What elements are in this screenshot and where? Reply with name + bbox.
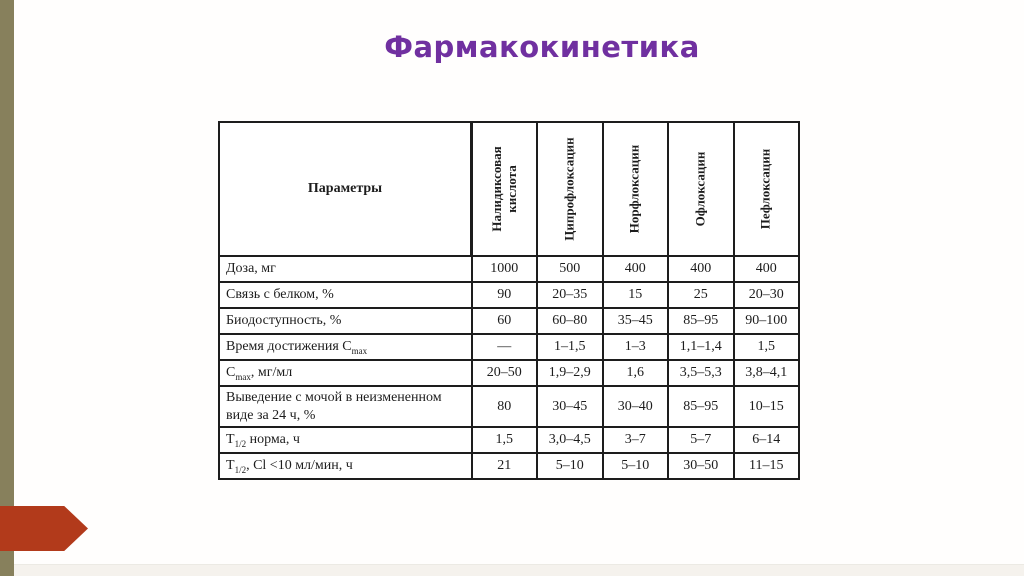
row-label: Время достижения $С_{max}$	[219, 334, 472, 360]
drug-header-label: Налидиксовая кислота	[488, 146, 519, 232]
value-cell: 1,9–2,9	[537, 360, 603, 386]
value-cell: 5–7	[668, 427, 734, 453]
pharmacokinetics-table	[218, 121, 800, 480]
value-cell: 60	[472, 308, 538, 334]
table-row	[219, 386, 799, 427]
table-row	[219, 308, 799, 334]
drug-header-cell-3	[603, 122, 669, 256]
value-cell: 85–95	[668, 308, 734, 334]
value-cell: 10–15	[734, 386, 800, 427]
drug-header-cell-5	[734, 122, 800, 256]
value-cell: 1,1–1,4	[668, 334, 734, 360]
table-row	[219, 427, 799, 453]
param-header-cell: Параметры	[219, 122, 472, 256]
value-cell: 1–3	[603, 334, 669, 360]
row-label: $Т_{1/2}$ норма, ч	[219, 427, 472, 453]
drug-header-label: Пефлоксацин	[757, 148, 773, 230]
arrow-right-shape	[0, 506, 88, 551]
table-row	[219, 360, 799, 386]
value-cell: 1000	[472, 256, 538, 282]
value-cell: 35–45	[603, 308, 669, 334]
value-cell: 500	[537, 256, 603, 282]
value-cell: 1,5	[472, 427, 538, 453]
drug-header-label: Ципрофлоксацин	[561, 137, 577, 241]
value-cell: 400	[734, 256, 800, 282]
bottom-strip	[14, 564, 1024, 576]
table-row	[219, 282, 799, 308]
table-header-row	[219, 122, 799, 256]
left-accent-bar	[0, 0, 14, 576]
value-cell: 85–95	[668, 386, 734, 427]
value-cell: 400	[668, 256, 734, 282]
value-cell: 20–50	[472, 360, 538, 386]
value-cell: 3,0–4,5	[537, 427, 603, 453]
value-cell: 21	[472, 453, 538, 479]
value-cell: 30–50	[668, 453, 734, 479]
value-cell: 3–7	[603, 427, 669, 453]
value-cell: 20–35	[537, 282, 603, 308]
drug-header-cell-2	[537, 122, 603, 256]
row-label: $Т_{1/2}$, Cl <10 мл/мин, ч	[219, 453, 472, 479]
row-label: Доза, мг	[219, 256, 472, 282]
table-row	[219, 334, 799, 360]
row-label: $С_{max}$, мг/мл	[219, 360, 472, 386]
table-body	[219, 256, 799, 479]
table-row	[219, 256, 799, 282]
value-cell: 400	[603, 256, 669, 282]
drug-header-label: Офлоксацин	[692, 151, 708, 227]
drug-header-label: Норфлоксацин	[626, 144, 642, 234]
row-label: Выведение с мочой в неизмененном виде за 24 ч, %	[219, 386, 472, 427]
row-label: Связь с белком, %	[219, 282, 472, 308]
value-cell: 11–15	[734, 453, 800, 479]
value-cell: 20–30	[734, 282, 800, 308]
value-cell: 3,8–4,1	[734, 360, 800, 386]
value-cell: 15	[603, 282, 669, 308]
value-cell: 5–10	[603, 453, 669, 479]
value-cell: 80	[472, 386, 538, 427]
slide-title: Фармакокинетика	[384, 30, 700, 64]
value-cell: 1–1,5	[537, 334, 603, 360]
value-cell: 90–100	[734, 308, 800, 334]
value-cell: —	[472, 334, 538, 360]
table-row	[219, 453, 799, 479]
drug-header-cell-1	[472, 122, 538, 256]
value-cell: 60–80	[537, 308, 603, 334]
value-cell: 90	[472, 282, 538, 308]
value-cell: 1,6	[603, 360, 669, 386]
value-cell: 25	[668, 282, 734, 308]
value-cell: 5–10	[537, 453, 603, 479]
drug-header-cell-4	[668, 122, 734, 256]
value-cell: 1,5	[734, 334, 800, 360]
value-cell: 3,5–5,3	[668, 360, 734, 386]
value-cell: 6–14	[734, 427, 800, 453]
value-cell: 30–45	[537, 386, 603, 427]
row-label: Биодоступность, %	[219, 308, 472, 334]
value-cell: 30–40	[603, 386, 669, 427]
